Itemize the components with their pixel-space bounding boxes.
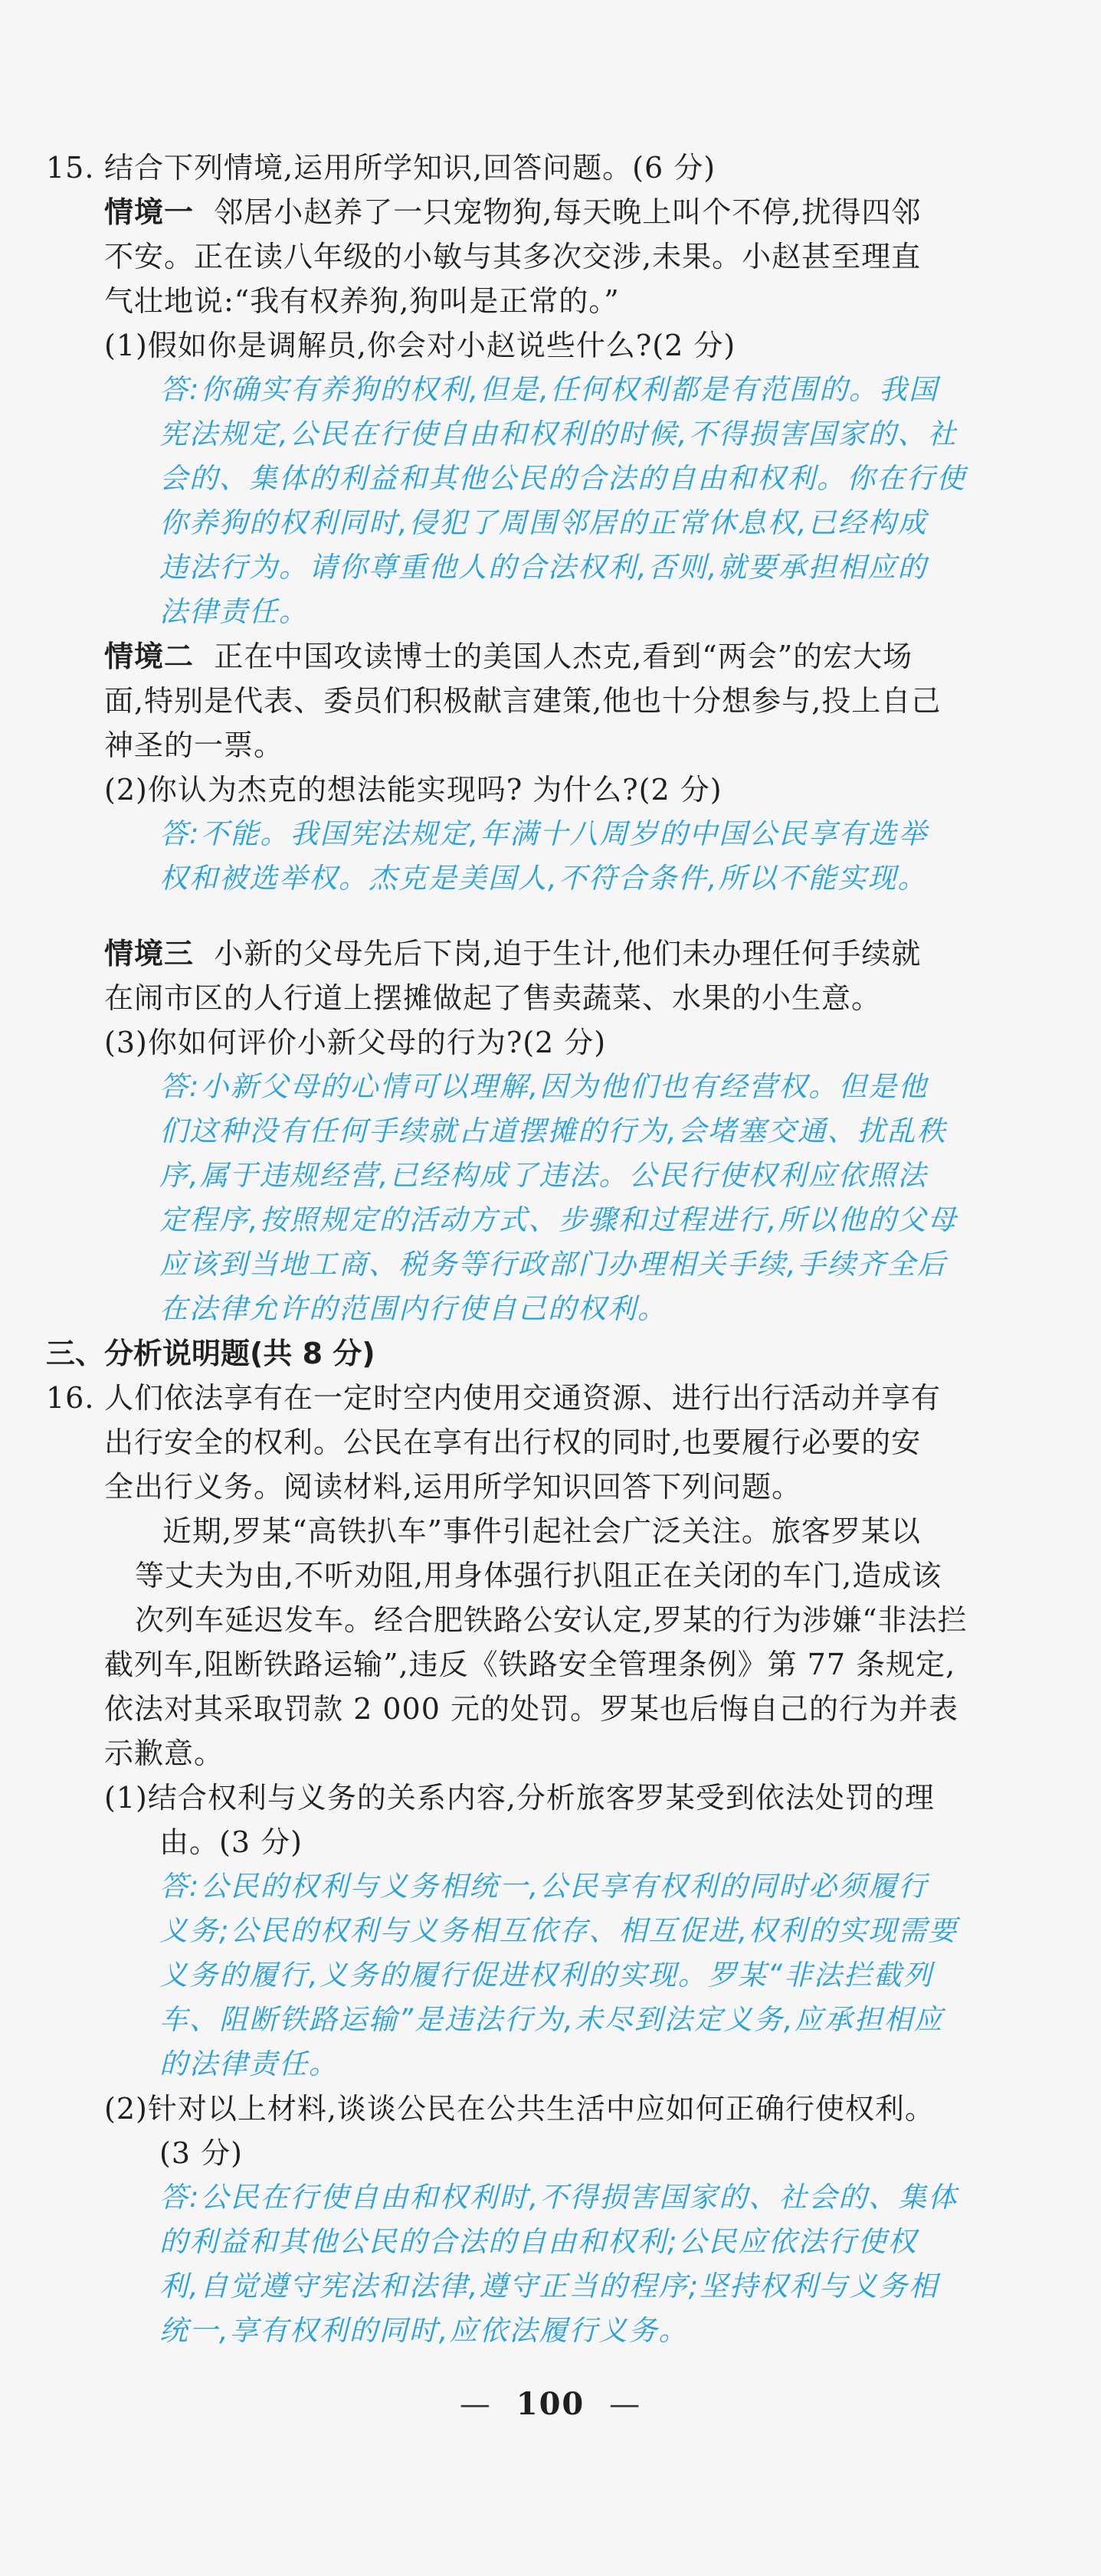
section3-title: 三、分析说明题(共 8 分) [46,1337,375,1370]
q15-answer2-line-1: 权和被选举权。杰克是美国人,不符合条件,所以不能实现。 [159,862,928,895]
q16-stem-line-0 [46,1376,1047,1420]
page-footer [0,2386,1101,2422]
q16-answer2-line-1: 的利益和其他公民的合法的自由和权利;公民应依法行使权 [159,2225,918,2258]
q16-stem-text-2: 全出行义务。阅读材料,运用所学知识回答下列问题。 [104,1470,802,1504]
q15-answer3-line-5: 在法律允许的范围内行使自己的权利。 [159,1292,667,1325]
q16-number: 16. [46,1381,95,1415]
q15-answer3-line-2: 序,属于违规经营,已经构成了违法。公民行使权利应依照法 [159,1159,928,1192]
q15-answer3-line-0: 答:小新父母的心情可以理解,因为他们也有经营权。但是他 [159,1070,929,1103]
q16-material-line-0: 近期,罗某“高铁扒车”事件引起社会广泛关注。旅客罗某以 [162,1514,921,1548]
q16-material-line-1: 等丈夫为由,不听劝阻,用身体强行扒阻正在关闭的车门,造成该 [135,1559,942,1592]
q15-answer1-line-5: 法律责任。 [159,595,309,628]
q15-scenario1-line-0 [46,190,1047,234]
scenario1-title: 情境一 [104,195,195,229]
q16-stem-text-1: 出行安全的权利。公民在享有出行权的同时,也要履行必要的安 [104,1425,922,1459]
q15-part2-prompt: (2)你认为杰克的想法能实现吗? 为什么?(2 分) [104,773,723,807]
q15-answer1-line-3: 你养狗的权利同时,侵犯了周围邻居的正常休息权,已经构成 [159,506,928,539]
q15-answer1-line-2: 会的、集体的利益和其他公民的合法的自由和权利。你在行使 [159,462,966,495]
scenario3-text-1: 在闹市区的人行道上摆摊做起了售卖蔬菜、水果的小生意。 [104,981,882,1015]
q16-material-line-2: 次列车延迟发车。经合肥铁路公安认定,罗某的行为涉嫌“非法拦 [135,1603,968,1637]
q15-answer1-line-1: 宪法规定,公民在行使自由和权利的时候,不得损害国家的、社 [159,417,958,450]
q16-answer2-line-0: 答:公民在行使自由和权利时,不得损害国家的、社会的、集体 [159,2181,958,2214]
q15-scenario3-line-0 [46,931,1047,976]
q15-stem-text: 结合下列情境,运用所学知识,回答问题。(6 分) [104,151,716,185]
q16-answer2-line-2: 利,自觉遵守宪法和法律,遵守正当的程序;坚持权利与义务相 [159,2270,939,2303]
q15-part3-prompt: (3)你如何评价小新父母的行为?(2 分) [104,1026,607,1059]
q16-answer2-line-3: 统一,享有权利的同时,应依法履行义务。 [159,2314,689,2347]
scenario3-title: 情境三 [104,937,195,971]
footer-dash-right: — [609,2387,642,2422]
scenario2-title: 情境二 [104,640,195,673]
q15-answer2-line-0: 答:不能。我国宪法规定,年满十八周岁的中国公民享有选举 [159,817,929,850]
q16-material-line-4: 依法对其采取罚款 2 000 元的处罚。罗某也后悔自己的行为并表 [104,1692,958,1726]
q15-part1-prompt: (1)假如你是调解员,你会对小赵说些什么?(2 分) [104,329,736,362]
q16-material-line-5: 示歉意。 [104,1736,224,1770]
scenario3-text-0: 小新的父母先后下岗,迫于生计,他们未办理任何手续就 [214,937,922,971]
q15-answer1-line-4: 违法行为。请你尊重他人的合法权利,否则,就要承担相应的 [159,551,928,584]
q15-stem [46,146,1047,190]
q15-answer3-line-4: 应该到当地工商、税务等行政部门办理相关手续,手续齐全后 [159,1248,947,1281]
q15-answer3-line-3: 定程序,按照规定的活动方式、步骤和过程进行,所以他的父母 [159,1203,958,1236]
q15-scenario2-line-0 [46,634,1047,679]
q16-material-line-3: 截列车,阻断铁路运输”,违反《铁路安全管理条例》第 77 条规定, [104,1648,956,1681]
scenario2-text-1: 面,特别是代表、委员们积极献言建策,他也十分想参与,投上自己 [104,684,942,718]
q16-part2-prompt-1: (3 分) [159,2136,243,2170]
scenario1-text-1: 不安。正在读八年级的小敏与其多次交涉,未果。小赵甚至理直 [104,240,922,273]
scenario1-text-2: 气壮地说:“我有权养狗,狗叫是正常的。” [104,284,620,318]
q15-answer3-line-1: 们这种没有任何手续就占道摆摊的行为,会堵塞交通、扰乱秩 [159,1115,947,1147]
q16-part1-prompt-0: (1)结合权利与义务的关系内容,分析旅客罗某受到依法处罚的理 [104,1781,935,1815]
q16-part1-prompt-1: 由。(3 分) [159,1825,303,1859]
scenario1-text-0: 邻居小赵养了一只宠物狗,每天晚上叫个不停,扰得四邻 [214,195,922,229]
q16-answer1-line-4: 的法律责任。 [159,2047,339,2080]
footer-dash-left: — [459,2387,492,2422]
q16-answer1-line-1: 义务;公民的权利与义务相互依存、相互促进,权利的实现需要 [159,1914,958,1947]
scenario2-text-2: 神圣的一票。 [104,728,284,762]
q16-answer1-line-0: 答:公民的权利与义务相统一,公民享有权利的同时必须履行 [159,1870,929,1903]
q16-answer1-line-2: 义务的履行,义务的履行促进权利的实现。罗某“非法拦截列 [159,1959,933,1992]
q16-answer1-line-3: 车、阻断铁路运输”是违法行为,未尽到法定义务,应承担相应 [159,2003,944,2036]
scenario2-text-0: 正在中国攻读博士的美国人杰克,看到“两会”的宏大场 [214,640,913,673]
page-number: 100 [516,2386,585,2422]
q16-part2-prompt-0: (2)针对以上材料,谈谈公民在公共生活中应如何正确行使权利。 [104,2092,935,2126]
q15-number: 15. [46,151,95,185]
q16-stem-text-0: 人们依法享有在一定时空内使用交通资源、进行出行活动并享有 [104,1381,942,1415]
q15-answer1-line-0: 答:你确实有养狗的权利,但是,任何权利都是有范围的。我国 [159,373,939,406]
